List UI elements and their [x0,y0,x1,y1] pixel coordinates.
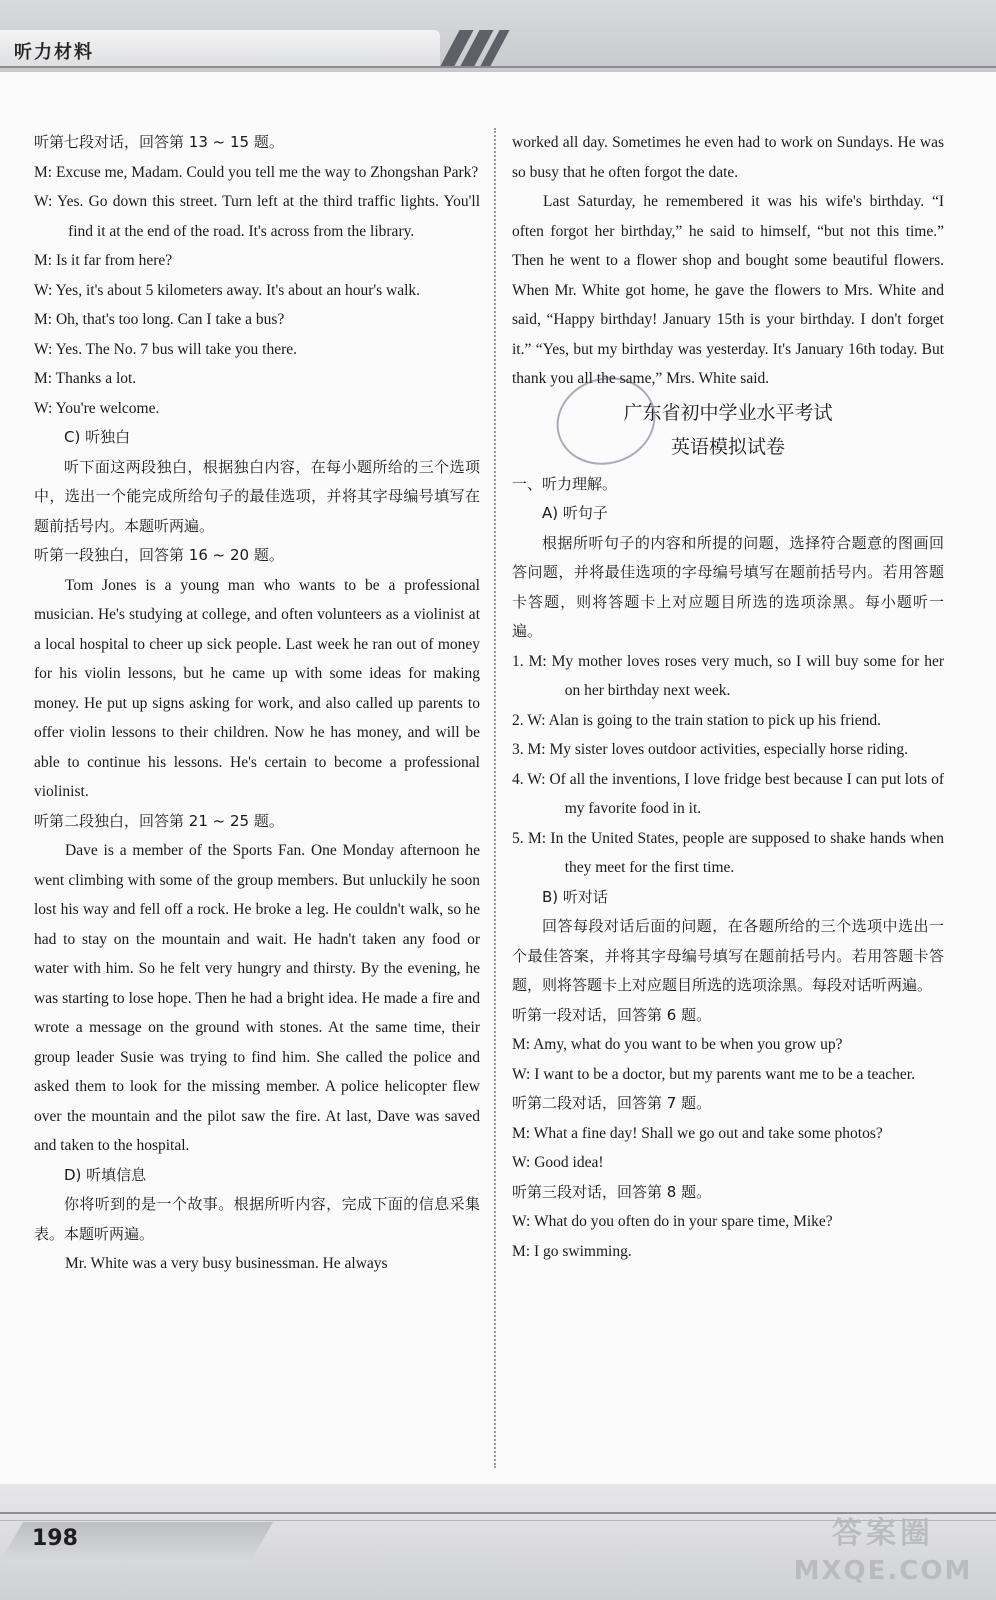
monologue-heading: 听第二段独白，回答第 21 ~ 25 题。 [34,811,284,830]
exam-title-line: 英语模拟试卷 [670,435,785,458]
column-divider [494,128,496,1468]
dialogue-line: M: Amy, what do you want to be when you grow up? [512,1036,843,1053]
instructions: 根据所听句子的内容和所提的问题，选择符合题意的图画回答问题，并将最佳选项的字母编号填写在题前括号内。若用答题卡答题，则将答题卡上对应题目所选的选项涂黑。每小题听一遍。 [512,533,944,640]
dialogue-line: M: Is it far from here? [34,252,173,269]
question-item: 5. M: In the United States, people are supposed to shake hands when they meet for the first time. [512,829,944,876]
section-heading: D) 听填信息 [64,1165,147,1184]
section-heading: B) 听对话 [542,887,608,906]
watermark-logo-en: MXQE.COM [793,1556,973,1586]
section-heading: A) 听句子 [542,504,608,522]
story-text: worked all day. Sometimes he even had to work on Sundays. He was so busy that he often forgot the date. [512,134,944,181]
section-title: 听力材料 [14,42,94,63]
dialogue-line: W: What do you often do in your spare time, Mike? [512,1213,833,1230]
dialogue-heading: 听第七段对话，回答第 13 ~ 15 题。 [34,133,284,151]
dialogue-heading: 听第一段对话，回答第 6 题。 [512,1005,712,1024]
story-text: Mr. White was a very busy businessman. He always [65,1255,388,1272]
part-heading: 一、听力理解。 [512,474,618,493]
instructions: 听下面这两段独白，根据独白内容，在每小题所给的三个选项中，选出一个能完成所给句子的最佳选项，并将其字母编号填写在题前括号内。本题听两遍。 [34,457,480,535]
dialogue-heading: 听第三段对话，回答第 8 题。 [512,1182,712,1201]
left-column [34,128,480,1279]
watermark-logo-cn: 答案圈 [832,1516,934,1551]
watermark-logo [788,1512,978,1590]
dialogue-line: M: Oh, that's too long. Can I take a bus? [34,311,285,328]
instructions: 你将听到的是一个故事。根据所听内容，完成下面的信息采集表。本题听两遍。 [34,1195,480,1243]
dialogue-line: W: Yes. The No. 7 bus will take you there. [34,340,298,358]
question-item: 2. W: Alan is going to the train station to pick up his friend. [512,711,881,729]
right-column [512,128,944,1266]
dialogue-line: W: Yes. Go down this street. Turn left at the third traffic lights. You'll find it at the end of the road. It's across from the library. [34,193,480,240]
dialogue-line: M: What a fine day! Shall we go out and take some photos? [512,1124,883,1142]
dialogue-heading: 听第二段对话，回答第 7 题。 [512,1094,712,1112]
question-item: 3. M: My sister loves outdoor activities, especially horse riding. [512,741,909,758]
dialogue-line: M: I go swimming. [512,1242,632,1260]
exam-title-line: 广东省初中学业水平考试 [623,401,833,424]
monologue-text: Dave is a member of the Sports Fan. One Monday afternoon he went climbing with some of the group members. But unluckily he soon lost his way and fell off a rock. He broke a leg. He couldn't walk, so he had to stay on the mountain and wait. He hadn't taken any food or water with him. So he felt very hungry and thirsty. By the evening, he was starting to lose hope. Then he had a bright idea. He made a fire and wrote a message on the ground with stones. At the same time, their group leader Susie was trying to find him. She called the police and asked them to look for the missing member. A police helicopter flew over the mountain and the pilot saw the fire. At last, Dave was saved and taken to the hospital. [34,842,480,1154]
dialogue-line: M: Thanks a lot. [34,370,137,387]
story-text: Last Saturday, he remembered it was his wife's birthday. “I often forgot her birthday,” he said to himself, “but not this time.” Then he went to a flower shop and bought some beautiful flowers. When Mr. White got home, he gave the flowers to Mrs. White and said, “Happy birthday! January 15th is your birthday. I don't forget it.” “Yes, but my birthday was yesterday. It's January 16th today. But thank you all the same,” Mrs. White said. [512,193,944,387]
monologue-text: Tom Jones is a young man who wants to be a professional musician. He's studying at college, and often volunteers as a violinist at a local hospital to cheer up sick people. Last week he ran out of money for his violin lessons, but he came up with some ideas for making money. He put up signs asking for work, and also called up parents to offer violin lessons to their children. Now he has money, and will be able to continue his lessons. He's certain to become a professional violinist. [34,576,480,800]
question-item: 1. M: My mother loves roses very much, so I will buy some for her on her birthday next week. [512,652,944,699]
dialogue-line: W: Good idea! [512,1154,604,1171]
dialogue-line: M: Excuse me, Madam. Could you tell me the way to Zhongshan Park? [34,163,479,181]
dialogue-line: W: Yes, it's about 5 kilometers away. It's about an hour's walk. [34,281,421,299]
dialogue-line: W: You're welcome. [34,399,160,417]
instructions: 回答每段对话后面的问题，在各题所给的三个选项中选出一个最佳答案，并将其字母编号填写在题前括号内。若用答题卡答题，则将答题卡上对应题目所选的选项涂黑。每段对话听两遍。 [512,917,944,994]
monologue-heading: 听第一段独白，回答第 16 ~ 20 题。 [34,546,284,564]
page-number: 198 [32,1526,78,1551]
dialogue-line: W: I want to be a doctor, but my parents want me to be a teacher. [512,1065,915,1083]
question-item: 4. W: Of all the inventions, I love fridge best because I can put lots of my favorite food in it. [512,770,944,817]
section-heading: C) 听独白 [64,428,131,446]
